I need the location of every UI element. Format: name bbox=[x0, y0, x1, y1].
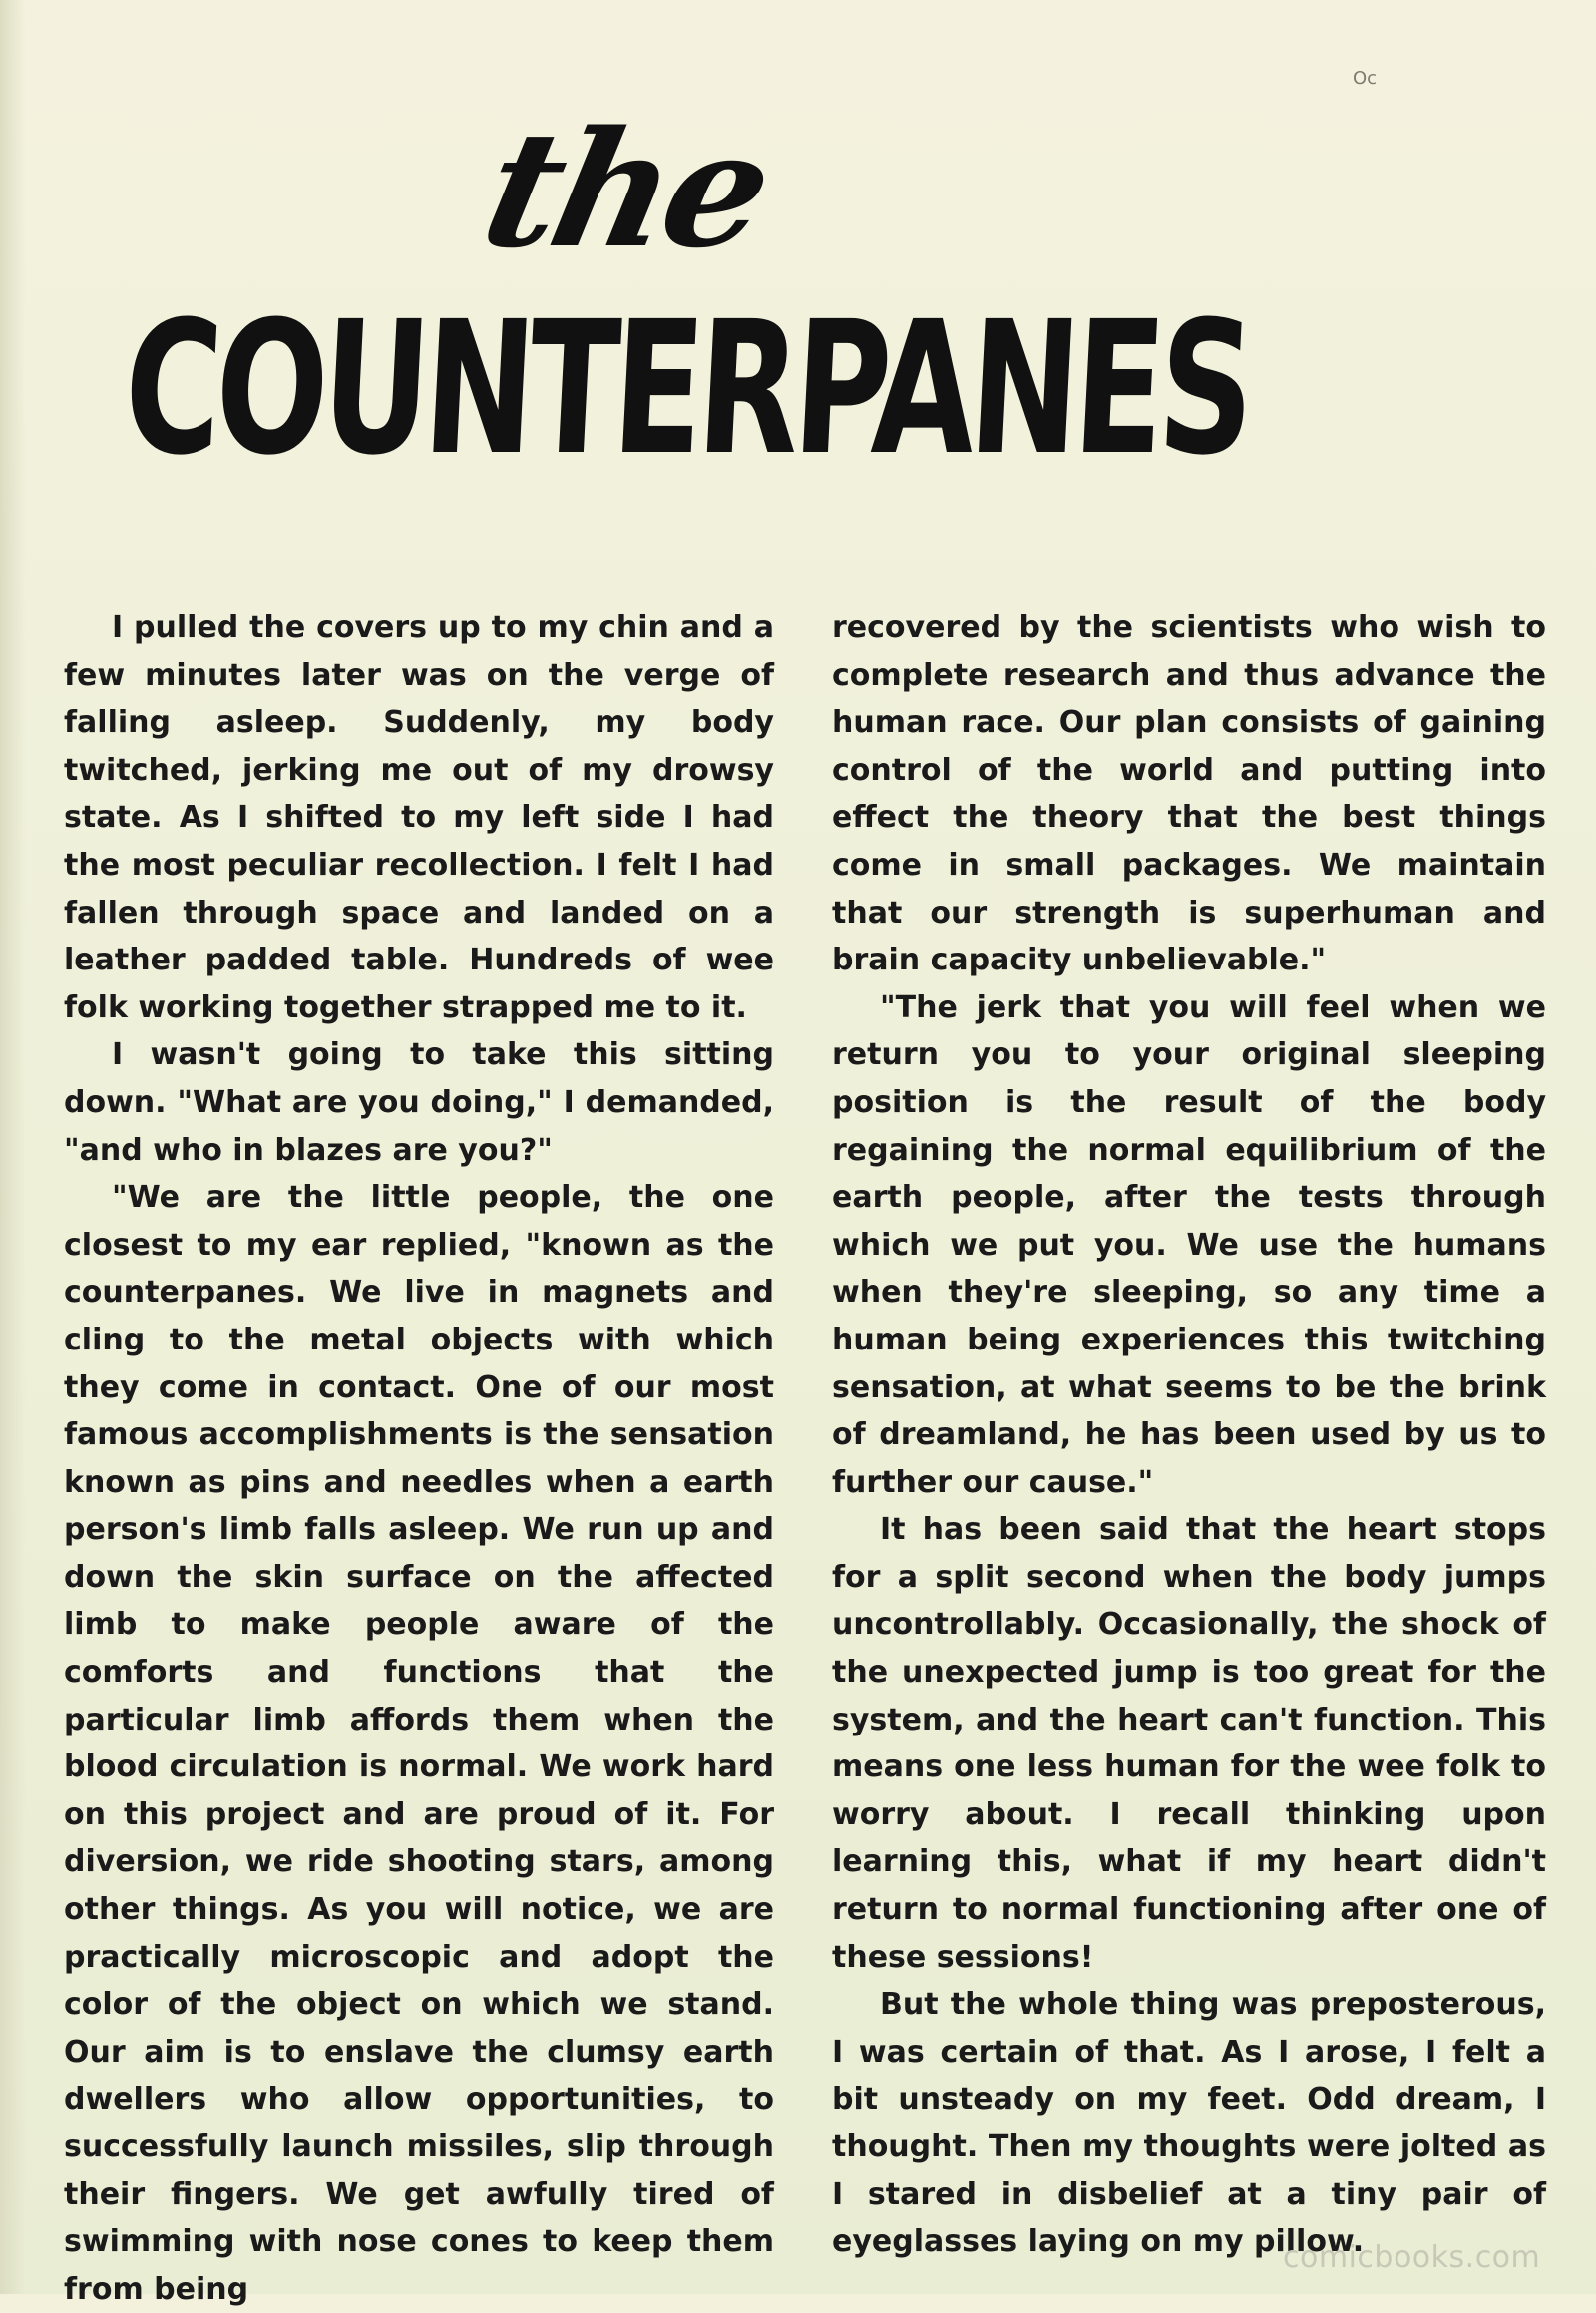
paragraph: "The jerk that you will feel when we return you to your original sleeping position is the result of the body regaining the normal equilibrium of the earth people, after the tests through which we put you. We use the humans when they're sleeping, so any time a human being experiences this twitching sensation, at what seems to be the brink of dreamland, he has been used by us to further our cause." bbox=[832, 989, 1546, 1500]
paragraph: It has been said that the heart stops for a split second when the body jumps uncontrollably. Occasionally, the shock of the unexpected jump is too great for the system, and the heart can't function. This means one less human for the wee folk to worry about. I recall thinking upon learning this, what if my heart didn't return to normal functioning after one of these sessions! bbox=[832, 1512, 1546, 1975]
story-title bbox=[119, 96, 1436, 519]
paragraph: recovered by the scientists who wish to complete research and thus advance the human race. Our plan consists of gaining control of the world and putting into effect the theory that the best things come in small packages. We maintain that our strength is superhuman and brain capacity unbelievable." bbox=[832, 610, 1546, 978]
title-line-the: the bbox=[469, 96, 783, 283]
paragraph: "We are the little people, the one closest to my ear replied, "known as the counterpanes. We live in magnets and cling to the metal objects with which they come in contact. One of our most famous accomplishments is the sensation known as pins and needles when a earth person's limb falls asleep. We run up and down the skin surface on the affected limb to make people aware of the comforts and functions that the particular limb affords them when the blood circulation is normal. We work hard on this project and are proud of it. For diversion, we ride shooting stars, among other things. As you will notice, we are practically microscopic and adopt the color of the object on which we stand. Our aim is to enslave the clumsy earth dwellers who allow opportunities, to successfully launch missiles, slip through their fingers. We get awfully tired of swimming with nose cones to keep them from being bbox=[64, 1180, 774, 2307]
scan-edge bbox=[0, 0, 26, 2294]
left-text-column bbox=[64, 604, 774, 2313]
corner-mark: Oc bbox=[1353, 68, 1378, 89]
paragraph: I pulled the covers up to my chin and a few minutes later was on the verge of falling asleep. Suddenly, my body twitched, jerking me out of my drowsy state. As I shifted to my left side I had the most peculiar recollection. I felt I had fallen through space and landed on a leather padded table. Hundreds of wee folk working together strapped me to it. bbox=[64, 610, 774, 1025]
title-line-counterpanes: COUNTERPANES bbox=[119, 282, 1254, 496]
watermark: comicbooks.com bbox=[1283, 2240, 1541, 2275]
paragraph: But the whole thing was preposterous, I was certain of that. As I arose, I felt a bit unsteady on my feet. Odd dream, I thought. Then my thoughts were jolted as I stared in disbelief at a tiny pair of eyeglasses laying on my pillow. bbox=[832, 1987, 1546, 2260]
right-text-column bbox=[832, 604, 1546, 2266]
paragraph: I wasn't going to take this sitting down. "What are you doing," I demanded, "and who in blazes are you?" bbox=[64, 1037, 774, 1168]
